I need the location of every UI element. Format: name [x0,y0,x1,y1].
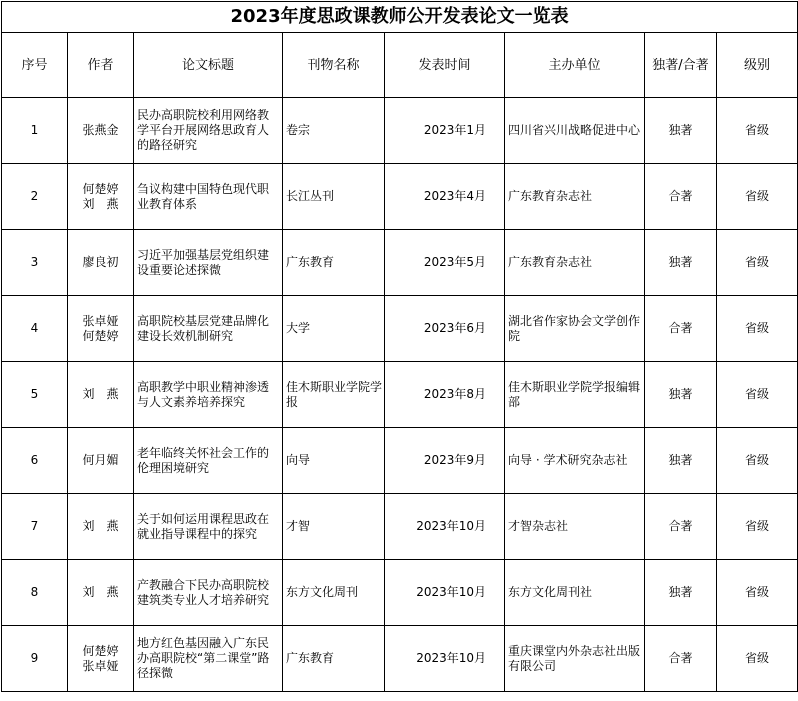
author-name: 张卓娅 [82,658,119,673]
cell-journal: 向导 [283,428,385,494]
cell-no: 2 [2,164,68,230]
cell-paper-title: 高职院校基层党建品牌化建设长效机制研究 [134,296,283,362]
header-date: 发表时间 [385,33,505,98]
author-name: 刘 燕 [82,519,119,533]
header-row [2,33,798,98]
cell-level: 省级 [717,362,798,428]
header-sponsor: 主办单位 [505,33,645,98]
cell-paper-title: 高职教学中职业精神渗透与人文素养培养探究 [134,362,283,428]
cell-date: 2023年10月 [385,560,505,626]
cell-type: 独著 [645,98,717,164]
cell-sponsor: 才智杂志社 [505,494,645,560]
cell-date: 2023年5月 [385,230,505,296]
author-name: 刘 燕 [82,196,119,211]
cell-journal: 广东教育 [283,230,385,296]
cell-paper-title: 老年临终关怀社会工作的伦理困境研究 [134,428,283,494]
cell-sponsor: 四川省兴川战略促进中心 [505,98,645,164]
cell-authors [68,494,134,560]
cell-type: 独著 [645,362,717,428]
cell-authors [68,428,134,494]
cell-journal: 广东教育 [283,626,385,692]
cell-no: 6 [2,428,68,494]
cell-date: 2023年9月 [385,428,505,494]
author-name: 刘 燕 [82,387,119,401]
cell-date: 2023年4月 [385,164,505,230]
cell-no: 8 [2,560,68,626]
cell-paper-title: 地方红色基因融入广东民办高职院校“第二课堂”路径探微 [134,626,283,692]
cell-date: 2023年8月 [385,362,505,428]
table-row [2,230,798,296]
cell-authors [68,230,134,296]
cell-authors [68,560,134,626]
author-name: 张卓娅 [82,313,119,328]
table-row [2,494,798,560]
cell-paper-title: 关于如何运用课程思政在就业指导课程中的探究 [134,494,283,560]
cell-type: 合著 [645,626,717,692]
author-name: 何月媚 [82,453,119,467]
paper-table [1,1,798,692]
cell-no: 9 [2,626,68,692]
cell-level: 省级 [717,296,798,362]
cell-level: 省级 [717,494,798,560]
cell-no: 7 [2,494,68,560]
author-name: 廖良初 [82,255,119,269]
cell-level: 省级 [717,428,798,494]
author-name: 张燕金 [82,123,119,137]
cell-journal: 卷宗 [283,98,385,164]
cell-level: 省级 [717,164,798,230]
table-row [2,98,798,164]
table-row [2,362,798,428]
cell-journal: 大学 [283,296,385,362]
table-row [2,560,798,626]
cell-sponsor: 湖北省作家协会文学创作院 [505,296,645,362]
author-name: 刘 燕 [82,585,119,599]
cell-type: 独著 [645,428,717,494]
cell-date: 2023年6月 [385,296,505,362]
cell-date: 2023年10月 [385,626,505,692]
cell-journal: 佳木斯职业学院学报 [283,362,385,428]
table-row [2,164,798,230]
cell-journal: 东方文化周刊 [283,560,385,626]
cell-paper-title: 产教融合下民办高职院校建筑类专业人才培养研究 [134,560,283,626]
cell-type: 合著 [645,494,717,560]
cell-level: 省级 [717,98,798,164]
cell-level: 省级 [717,560,798,626]
table-title: 2023年度思政课教师公开发表论文一览表 [2,2,798,33]
cell-date: 2023年1月 [385,98,505,164]
author-name: 何楚婷 [82,328,119,343]
cell-paper-title: 民办高职院校利用网络教学平台开展网络思政育人的路径研究 [134,98,283,164]
cell-paper-title: 习近平加强基层党组织建设重要论述探微 [134,230,283,296]
cell-authors [68,98,134,164]
cell-no: 5 [2,362,68,428]
cell-sponsor: 广东教育杂志社 [505,230,645,296]
cell-no: 1 [2,98,68,164]
cell-sponsor: 佳木斯职业学院学报编辑部 [505,362,645,428]
author-name: 何楚婷 [82,181,119,196]
cell-no: 3 [2,230,68,296]
cell-journal: 长江丛刊 [283,164,385,230]
cell-level: 省级 [717,626,798,692]
cell-sponsor: 东方文化周刊社 [505,560,645,626]
cell-type: 独著 [645,230,717,296]
cell-no: 4 [2,296,68,362]
header-type: 独著/合著 [645,33,717,98]
author-name: 何楚婷 [82,643,119,658]
cell-type: 合著 [645,164,717,230]
cell-authors [68,626,134,692]
header-journal: 刊物名称 [283,33,385,98]
header-level: 级别 [717,33,798,98]
header-no: 序号 [2,33,68,98]
table-row [2,296,798,362]
spreadsheet [1,1,797,699]
cell-paper-title: 刍议构建中国特色现代职业教育体系 [134,164,283,230]
cell-sponsor: 向导 · 学术研究杂志社 [505,428,645,494]
cell-authors [68,164,134,230]
cell-authors [68,296,134,362]
header-author: 作者 [68,33,134,98]
cell-authors [68,362,134,428]
table-row [2,626,798,692]
cell-level: 省级 [717,230,798,296]
header-paper-title: 论文标题 [134,33,283,98]
table-row [2,428,798,494]
cell-date: 2023年10月 [385,494,505,560]
cell-type: 合著 [645,296,717,362]
cell-sponsor: 广东教育杂志社 [505,164,645,230]
cell-journal: 才智 [283,494,385,560]
cell-sponsor: 重庆课堂内外杂志社出版有限公司 [505,626,645,692]
cell-type: 独著 [645,560,717,626]
